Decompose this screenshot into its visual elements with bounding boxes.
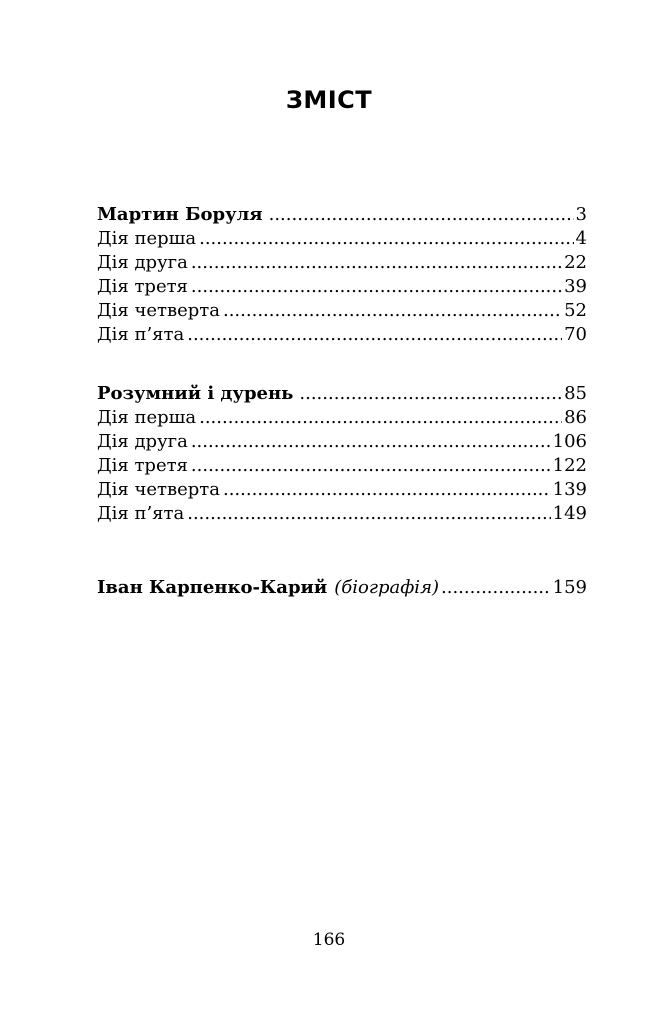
- dot-leader: [223, 299, 562, 323]
- entry-page-number: 149: [552, 503, 587, 524]
- dot-leader: [191, 454, 551, 478]
- toc-section-martyn-borulia: [97, 203, 587, 347]
- entry-title: Дія друга: [97, 252, 188, 273]
- toc-entry: [97, 502, 587, 526]
- dot-leader: [191, 275, 562, 299]
- entry-title: Дія четверта: [97, 300, 220, 321]
- dot-leader: [199, 406, 562, 430]
- entry-title: Дія перша: [97, 228, 197, 249]
- entry-page-number: 3: [575, 204, 587, 225]
- dot-leader: [191, 430, 551, 454]
- dot-leader: [441, 576, 551, 600]
- toc-entry-heading: [97, 203, 587, 227]
- entry-page-number: 39: [564, 276, 587, 297]
- toc-entry: [97, 454, 587, 478]
- entry-page-number: 159: [552, 577, 587, 598]
- toc-entry-heading: [97, 576, 587, 600]
- entry-page-number: 52: [564, 300, 587, 321]
- entry-page-number: 106: [552, 431, 587, 452]
- entry-page-number: 4: [575, 228, 587, 249]
- dot-leader: [223, 478, 551, 502]
- entry-page-number: 85: [564, 383, 587, 404]
- toc-entry: [97, 227, 587, 251]
- entry-title: Дія п’ята: [97, 503, 185, 524]
- entry-title: Мартин Боруля: [97, 204, 263, 225]
- page-title: ЗМІСТ: [285, 86, 373, 114]
- entry-title: Дія п’ята: [97, 324, 185, 345]
- toc-entry: [97, 323, 587, 347]
- toc-entry-heading: [97, 382, 587, 406]
- entry-title: Дія четверта: [97, 479, 220, 500]
- entry-page-number: 22: [564, 252, 587, 273]
- toc-entry: [97, 299, 587, 323]
- dot-leader: [187, 323, 562, 347]
- dot-leader: [299, 382, 562, 406]
- entry-title: Дія третя: [97, 455, 188, 476]
- entry-title: Дія третя: [97, 276, 188, 297]
- entry-title: Розумний і дурень: [97, 383, 294, 404]
- entry-page-number: 86: [564, 407, 587, 428]
- toc-section-biography: [97, 576, 587, 600]
- entry-page-number: 70: [564, 324, 587, 345]
- dot-leader: [191, 251, 562, 275]
- entry-title: Дія друга: [97, 431, 188, 452]
- entry-note: (біографія): [334, 577, 440, 598]
- table-of-contents: [97, 203, 587, 600]
- toc-entry: [97, 478, 587, 502]
- toc-entry: [97, 406, 587, 430]
- toc-entry: [97, 251, 587, 275]
- toc-entry: [97, 430, 587, 454]
- entry-title: Дія перша: [97, 407, 197, 428]
- dot-leader: [269, 203, 574, 227]
- entry-title: Іван Карпенко-Карий: [97, 577, 328, 598]
- toc-section-rozumnyi-i-duren: [97, 382, 587, 526]
- page-number: 166: [312, 930, 346, 950]
- dot-leader: [187, 502, 550, 526]
- entry-page-number: 139: [552, 479, 587, 500]
- dot-leader: [199, 227, 573, 251]
- toc-entry: [97, 275, 587, 299]
- entry-page-number: 122: [552, 455, 587, 476]
